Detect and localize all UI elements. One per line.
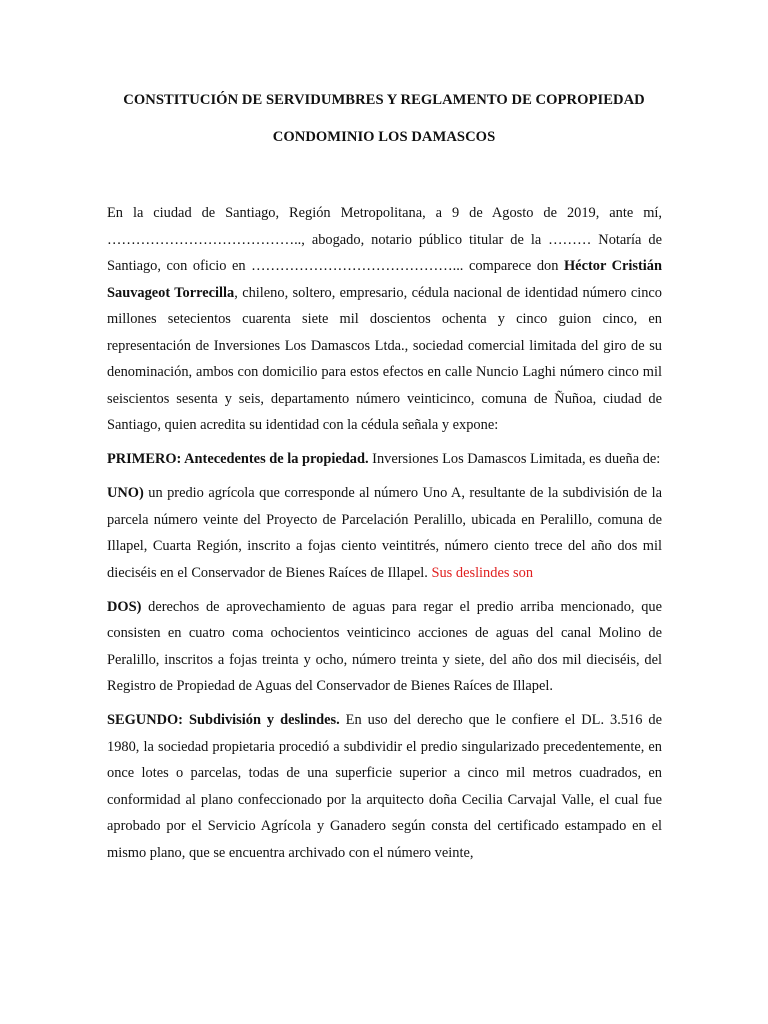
item-uno-text: un predio agrícola que corresponde al número Uno A, resultante de la subdivisión de la parcela número veinte del Proyecto de Parcelación Peralillo, ubicada en Peralillo, comuna de Illapel, Cuarta Región, inscrito a fojas ciento veintitrés, número ciento trece del año dos mil dieciséis en el Conservador de Bienes Raíces de Illapel. <box>107 485 662 581</box>
clause-segundo-heading: SEGUNDO: Subdivisión y deslindes. <box>107 712 340 728</box>
document-body <box>107 200 662 874</box>
clause-primero <box>107 446 662 473</box>
intro-text-a: En la ciudad de Santiago, Región Metropolitana, a 9 de Agosto de 2019, ante mí, ………………………………….., abogado, notario público titular de la ……… Notaría de Santiago, con oficio en ……………………………………... comparece don <box>107 205 662 274</box>
item-dos-heading: DOS) <box>107 598 142 615</box>
intro-paragraph <box>107 200 662 439</box>
intro-text-b: , chileno, soltero, empresario, cédula nacional de identidad número cinco millones setecientos cuarenta siete mil doscientos ochenta y cinco guion cinco, en representación de Inversiones Los Damascos Ltda., sociedad comercial limitada del giro de su denominación, ambos con domicilio para estos efectos en calle Nuncio Laghi número cinco mil seiscientos sesenta y seis, departamento número veinticinco, comuna de Ñuñoa, ciudad de Santiago, quien acredita su identidad con la cédula señala y expone: <box>107 284 662 433</box>
item-uno <box>107 480 662 586</box>
clause-primero-text: Inversiones Los Damascos Limitada, es dueña de: <box>368 451 661 467</box>
item-uno-heading: UNO) <box>107 485 144 501</box>
clause-segundo-text: En uso del derecho que le confiere el DL. 3.516 de 1980, la sociedad propietaria procedió a subdividir el predio singularizado precedentemente, en once lotes o parcelas, todas de una superficie superior a cinco mil metros cuadrados, en conformidad al plano confeccionado por la arquitecto doña Cecilia Carvajal Valle, el cual fue aprobado por el Servicio Agrícola y Ganadero según consta del certificado estampado en el mismo plano, que se encuentra archivado con el número veinte, <box>107 712 662 861</box>
document-title: CONSTITUCIÓN DE SERVIDUMBRES Y REGLAMENTO DE COPROPIEDAD <box>123 92 645 108</box>
clause-segundo <box>107 707 662 866</box>
item-dos <box>107 594 662 700</box>
document-subtitle: CONDOMINIO LOS DAMASCOS <box>272 129 496 145</box>
clause-primero-heading: PRIMERO: Antecedentes de la propiedad. <box>107 451 369 467</box>
appearing-party-name: Héctor Cristián Sauvageot Torrecilla <box>107 258 662 301</box>
item-dos-text: derechos de aprovechamiento de aguas para regar el predio arriba mencionado, que consisten en cuatro coma ochocientos veinticinco acciones de aguas del canal Molino de Peralillo, inscritos a fojas treinta y ocho, número treinta y siete, del año dos mil dieciséis, del Registro de Propiedad de Aguas del Conservador de Bienes Raíces de Illapel. <box>107 598 662 694</box>
item-uno-red-note: Sus deslindes son <box>431 564 534 581</box>
